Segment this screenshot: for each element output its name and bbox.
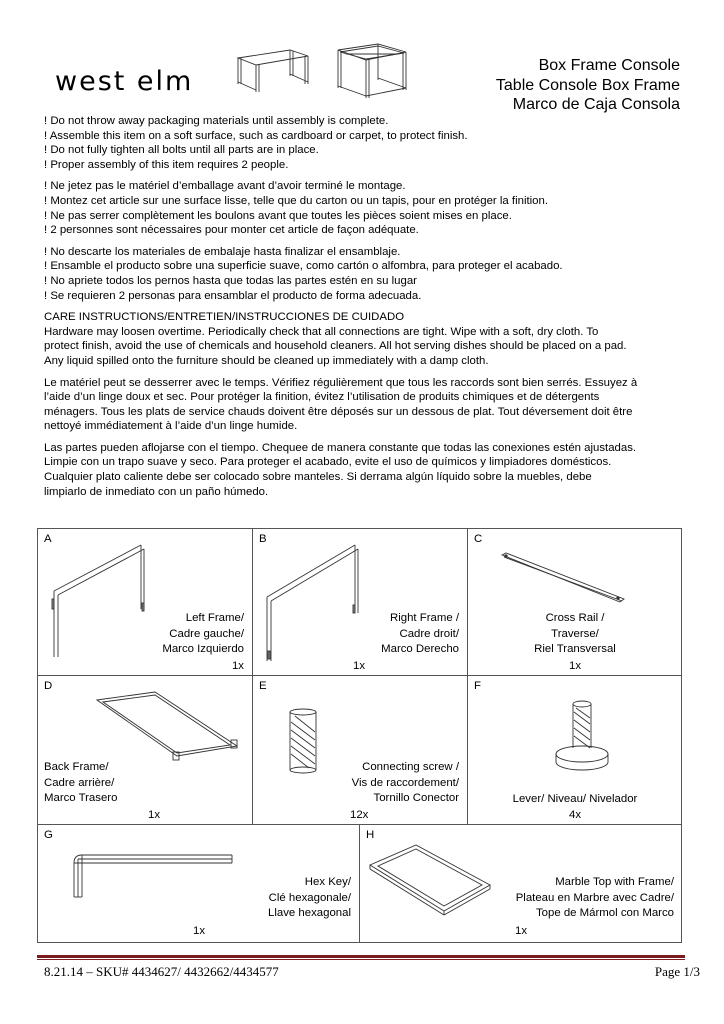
cross-rail-drawing	[498, 549, 628, 609]
part-letter: B	[259, 533, 267, 545]
part-cell-b	[253, 529, 468, 676]
care-line: Limpie con un trapo suave y seco. Para proteger el acabado, evite el uso de químicos y limpiadores domésticos.	[44, 456, 612, 469]
footer-sku: 8.21.14 – SKU# 4434627/ 4432662/4434577	[44, 964, 279, 979]
part-label	[381, 611, 459, 658]
part-quantity: 1x	[231, 660, 244, 672]
care-line: Cualquier plato caliente debe ser colocado sobre manteles. Si derrama algún líquido sobre la muebles, debe	[44, 471, 592, 484]
part-quantity: 1x	[353, 660, 366, 672]
label-en: Marble Top with Frame/	[555, 876, 674, 888]
care-line: nettoyé immédiatement à l’aide d’un linge humide.	[44, 420, 298, 433]
label-es: Tornillo Conector	[373, 792, 459, 804]
label-fr: Cadre gauche/	[169, 627, 244, 640]
care-line: Hardware may loosen overtime. Periodically check that all connections are tight. Wipe with a soft, dry cloth. To	[44, 325, 599, 338]
label-es: Tope de Mármol con Marco	[535, 907, 674, 919]
warning-line: ! Montez cet article sur une surface lisse, telle que du carton ou un tapis, pour en protéger la finition.	[44, 194, 549, 207]
part-quantity: 1x	[568, 660, 582, 672]
product-title-block	[496, 56, 680, 115]
care-line: l’aide d’un linge doux et sec. Pour protéger la finition, évitez l’utilisation de produits chimiques et de détergents	[44, 391, 600, 404]
leveler-drawing	[552, 698, 616, 778]
part-label	[44, 760, 117, 807]
care-english	[44, 325, 684, 369]
part-letter: D	[44, 680, 53, 692]
part-cell-g	[38, 825, 360, 943]
label-en: Back Frame/	[44, 761, 109, 773]
part-quantity: 1x	[193, 925, 206, 937]
connecting-screw-drawing	[287, 706, 327, 778]
part-letter: H	[366, 829, 375, 841]
label-fr: Clé hexagonale/	[268, 891, 351, 904]
footer-rule	[37, 959, 685, 960]
label-es: Marco Trasero	[44, 792, 118, 804]
warning-line: ! 2 personnes sont nécessaires pour monter cet article de façon adéquate.	[44, 224, 419, 237]
console-table-illustration	[232, 40, 312, 100]
part-quantity: 1x	[515, 925, 528, 937]
part-letter: C	[474, 533, 483, 545]
label-fr: Cadre arrière/	[44, 776, 115, 789]
warnings-spanish	[44, 245, 684, 303]
parts-list-table	[37, 528, 682, 943]
part-letter: F	[474, 680, 481, 692]
warnings-french	[44, 179, 684, 237]
label-es: Marco Derecho	[381, 643, 459, 655]
warning-line: ! No descarte los materiales de embalaje hasta finalizar el ensamblaje.	[44, 245, 401, 258]
box-frame-illustration	[332, 40, 412, 104]
hex-key-drawing	[68, 851, 238, 903]
part-cell-e	[253, 676, 468, 825]
part-cell-a	[38, 529, 253, 676]
title-line-en: Box Frame Console	[538, 57, 680, 74]
care-french	[44, 376, 684, 434]
part-cell-d	[38, 676, 253, 825]
part-label	[468, 792, 682, 808]
care-line: Las partes pueden aflojarse con el tiempo. Chequee de manera constante que todas las conexiones estén ajustadas.	[44, 441, 637, 454]
care-line: Any liquid spilled onto the furniture should be cleaned up immediately with a damp cloth.	[44, 354, 489, 367]
label-es: Llave hexagonal	[268, 907, 351, 919]
title-line-es: Marco de Caja Consola	[512, 96, 680, 113]
brand-logo: west elm	[55, 66, 194, 97]
label-es: Marco Izquierdo	[162, 643, 244, 655]
label-en: Lever/ Niveau/ Nivelador	[512, 793, 638, 805]
warning-line: ! Se requieren 2 personas para ensamblar el producto de forma adecuada.	[44, 289, 422, 302]
part-quantity: 12x	[350, 809, 369, 821]
label-en: Cross Rail /	[545, 612, 605, 624]
label-en: Right Frame /	[390, 612, 459, 624]
care-instructions-title: CARE INSTRUCTIONS/ENTRETIEN/INSTRUCCIONES DE CUIDADO	[44, 311, 405, 324]
part-letter: A	[44, 533, 52, 545]
footer-rule	[37, 955, 685, 958]
part-letter: E	[259, 680, 267, 692]
part-cell-c	[468, 529, 682, 676]
label-en: Left Frame/	[185, 612, 244, 624]
warning-line: ! Ensamble el producto sobre una superficie suave, como cartón o alfombra, para proteger el acabado.	[44, 260, 563, 273]
part-cell-f	[468, 676, 682, 825]
warning-line: ! No apriete todos los pernos hasta que todas las partes estén en su lugar	[44, 274, 417, 287]
label-fr: Traverse/	[551, 627, 599, 640]
care-spanish	[44, 441, 684, 499]
label-fr: Plateau en Marbre avec Cadre/	[515, 891, 674, 904]
label-en: Hex Key/	[304, 876, 351, 888]
part-label	[516, 875, 674, 922]
warning-line: ! Proper assembly of this item requires 2 people.	[44, 158, 289, 171]
part-letter: G	[44, 829, 53, 841]
part-cell-h	[360, 825, 682, 943]
care-line: protect finish, avoid the use of chemicals and household cleaners. All hot serving dishes should be placed on a pad.	[44, 340, 627, 353]
warnings-english	[44, 114, 684, 172]
marble-top-drawing	[366, 841, 496, 921]
care-line: Le matériel peut se desserrer avec le temps. Vérifiez régulièrement que tous les raccords sont bien serrés. Essuyez à	[44, 376, 638, 389]
warning-line: ! Do not throw away packaging materials until assembly is complete.	[44, 115, 389, 127]
part-quantity: 4x	[568, 809, 582, 821]
care-line: limpiarlo de inmediato con un paño húmedo.	[44, 485, 269, 498]
instructions-text	[44, 114, 684, 506]
warning-line: ! Do not fully tighten all bolts until all parts are in place.	[44, 144, 319, 157]
part-label	[468, 611, 682, 658]
care-line: ménagers. Tous les plats de service chauds doivent être déposés sur un dessous de plat. Tout déversement doit être	[44, 405, 633, 418]
warning-line: ! Ne jetez pas le matériel d’emballage avant d’avoir terminé le montage.	[44, 180, 406, 193]
part-label	[352, 760, 459, 807]
label-fr: Cadre droit/	[399, 627, 459, 640]
right-frame-drawing	[261, 539, 371, 664]
left-frame-drawing	[46, 539, 156, 659]
label-en: Connecting screw /	[362, 761, 459, 773]
warning-line: ! Ne pas serrer complètement les boulons avant que toutes les pièces soient mises en place.	[44, 209, 512, 222]
part-label	[162, 611, 244, 658]
label-fr: Vis de raccordement/	[351, 776, 459, 789]
label-es: Riel Transversal	[534, 643, 616, 655]
page-number: Page 1/3	[654, 964, 700, 979]
part-label	[268, 875, 351, 922]
title-line-fr: Table Console Box Frame	[495, 76, 680, 94]
part-quantity: 1x	[148, 809, 161, 821]
warning-line: ! Assemble this item on a soft surface, such as cardboard or carpet, to protect finish.	[44, 129, 468, 142]
